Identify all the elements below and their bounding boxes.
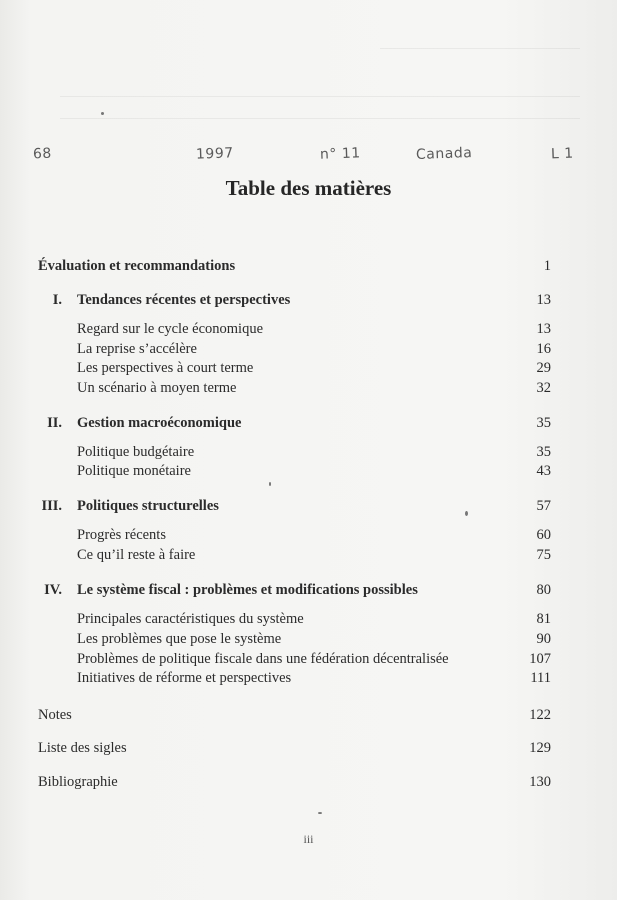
handwritten-annotation — [0, 146, 617, 170]
handwritten-issue: n° 11 — [319, 145, 361, 163]
toc-page-number: 43 — [536, 463, 551, 479]
subentry-label: Ce qu’il reste à faire — [77, 547, 196, 563]
subentry-label: Les perspectives à court terme — [77, 360, 254, 376]
toc-page-number: 80 — [536, 582, 551, 598]
toc-page-number: 107 — [529, 651, 551, 667]
toc-page-number: 35 — [536, 415, 551, 431]
subentry-label: Politique budgétaire — [77, 444, 195, 460]
toc-page-number: 81 — [536, 611, 551, 627]
scan-speck — [318, 812, 322, 814]
toc-page-number: 129 — [529, 740, 551, 756]
toc-page-number: 16 — [536, 341, 551, 357]
toc-page-number: 60 — [536, 527, 551, 543]
toc-page-number: 130 — [529, 774, 551, 790]
subentry-label: Progrès récents — [77, 527, 166, 543]
toc-entry-label: Évaluation et recommandations — [38, 258, 236, 274]
handwritten-code: L 1 — [550, 145, 574, 163]
scan-speck — [465, 511, 468, 516]
bleed-through-line — [60, 96, 580, 97]
chapter-number: II. — [47, 415, 62, 431]
chapter-title: Gestion macroéconomique — [77, 415, 242, 431]
toc-page-number: 111 — [530, 670, 551, 686]
page-title: Table des matières — [225, 176, 392, 200]
subentry-label: Principales caractéristiques du système — [77, 611, 304, 627]
toc-entry-label: Bibliographie — [38, 774, 118, 790]
toc-page-number: 29 — [536, 360, 551, 376]
chapter-title: Tendances récentes et perspectives — [77, 292, 291, 308]
chapter-title: Politiques structurelles — [77, 498, 219, 514]
toc-page-number: 90 — [536, 631, 551, 647]
subentry-label: Problèmes de politique fiscale dans une fédération décentralisée — [77, 651, 449, 667]
chapter-number: I. — [52, 292, 62, 308]
scan-speck — [269, 482, 271, 486]
subentry-label: Initiatives de réforme et perspectives — [77, 670, 292, 686]
page-folio: iii — [303, 832, 314, 846]
toc-page-number: 32 — [536, 380, 551, 396]
toc-entry-label: Liste des sigles — [38, 740, 127, 756]
toc-page-number: 122 — [529, 707, 551, 723]
toc-page-number: 35 — [536, 444, 551, 460]
subentry-label: Les problèmes que pose le système — [77, 631, 282, 647]
toc-entry-label: Notes — [38, 707, 72, 723]
subentry-label: Un scénario à moyen terme — [77, 380, 237, 396]
bleed-through-line — [60, 118, 580, 119]
chapter-number: III. — [41, 498, 62, 514]
scan-speck — [101, 112, 104, 115]
subentry-label: Politique monétaire — [77, 463, 191, 479]
toc-page-number: 13 — [536, 321, 551, 337]
chapter-number: IV. — [44, 582, 62, 598]
toc-page-number: 1 — [543, 258, 551, 274]
chapter-title: Le système fiscal : problèmes et modifications possibles — [77, 582, 418, 598]
toc-page-number: 75 — [536, 547, 551, 563]
bleed-through-line — [380, 48, 580, 49]
subentry-label: La reprise s’accélère — [77, 341, 197, 357]
handwritten-ref: 68 — [32, 145, 53, 163]
toc-page-number: 57 — [536, 498, 551, 514]
handwritten-country: Canada — [415, 145, 473, 163]
toc-page-number: 13 — [536, 292, 551, 308]
subentry-label: Regard sur le cycle économique — [77, 321, 264, 337]
handwritten-year: 1997 — [195, 145, 234, 163]
